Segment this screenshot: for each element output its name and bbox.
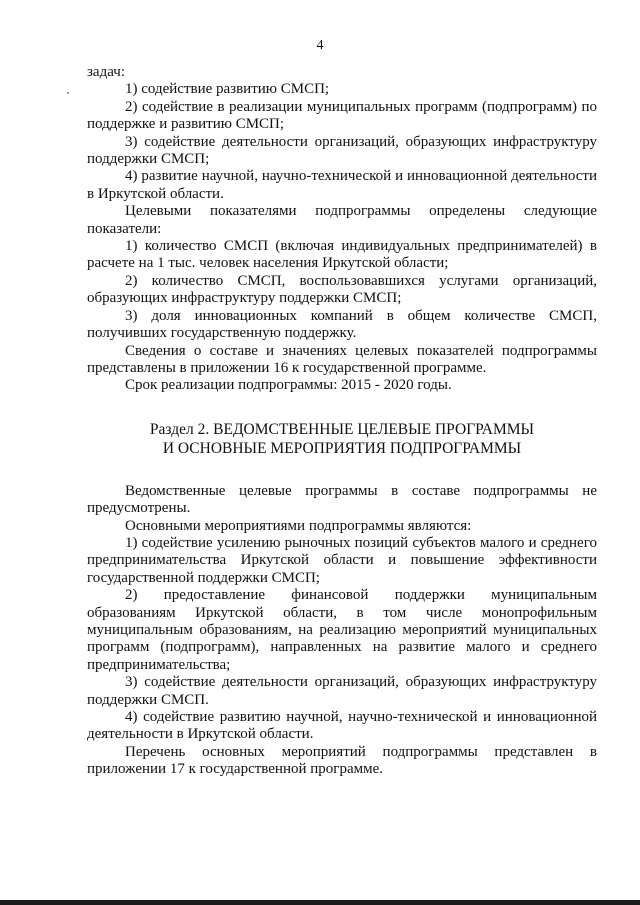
section-heading-line-1: Раздел 2. ВЕДОМСТВЕННЫЕ ЦЕЛЕВЫЕ ПРОГРАММЫ [149, 420, 535, 438]
paragraph: 1) содействие усилению рыночных позиций субъектов малого и среднего предпринимательства Иркутской области и повышение эффективности государственной поддержки СМСП; [87, 534, 597, 586]
paragraph: Срок реализации подпрограммы: 2015 - 2020 годы. [125, 377, 452, 394]
section-heading [87, 420, 597, 458]
paragraph: 2) содействие в реализации муниципальных программ (подпрограмм) по поддержке и развитию СМСП; [87, 98, 597, 133]
page-number: 4 [316, 38, 324, 53]
intro-block [87, 64, 597, 395]
paragraph: 2) количество СМСП, воспользовавшихся услугами организаций, образующих инфраструктуру поддержки СМСП; [87, 272, 597, 307]
paragraph: Основными мероприятиями подпрограммы являются: [125, 517, 472, 534]
paragraph: 1) содействие развитию СМСП; [125, 81, 330, 98]
paragraph: Перечень основных мероприятий подпрограммы представлен в приложении 17 к государственной программе. [87, 743, 597, 778]
section-heading-line-2: И ОСНОВНЫЕ МЕРОПРИЯТИЯ ПОДПРОГРАММЫ [162, 439, 522, 457]
paragraph: задач: [87, 64, 125, 80]
paragraph: 3) содействие деятельности организаций, образующих инфраструктуру поддержки СМСП; [87, 133, 597, 168]
paragraph: Ведомственные целевые программы в составе подпрограммы не предусмотрены. [87, 482, 597, 517]
paragraph: Целевыми показателями подпрограммы определены следующие показатели: [87, 203, 597, 237]
measures-block [87, 483, 597, 779]
paragraph: Сведения о составе и значениях целевых показателей подпрограммы представлены в приложении 16 к государственной программе. [87, 342, 597, 376]
scan-bottom-edge [0, 900, 640, 905]
paragraph: 1) количество СМСП (включая индивидуальных предпринимателей) в расчете на 1 тыс. человек населения Иркутской области; [87, 238, 597, 272]
paragraph: 4) содействие развитию научной, научно-технической и инновационной деятельности в Иркутской области. [87, 709, 597, 743]
paragraph: 3) доля инновационных компаний в общем количестве СМСП, получивших государственную поддержку. [87, 307, 597, 342]
paragraph: 2) предоставление финансовой поддержки муниципальным образованиям Иркутской области, в том числе монопрофильным муниципальным образованиям, на реализацию мероприятий муниципальных программ (подпрограмм), направленных на развитие малого и среднего предпринимательства; [87, 587, 597, 673]
scan-speck [67, 92, 69, 94]
paragraph: 3) содействие деятельности организаций, образующих инфраструктуру поддержки СМСП. [87, 674, 597, 708]
paragraph: 4) развитие научной, научно-технической и инновационной деятельности в Иркутской области. [87, 168, 597, 202]
document-body [87, 64, 597, 779]
